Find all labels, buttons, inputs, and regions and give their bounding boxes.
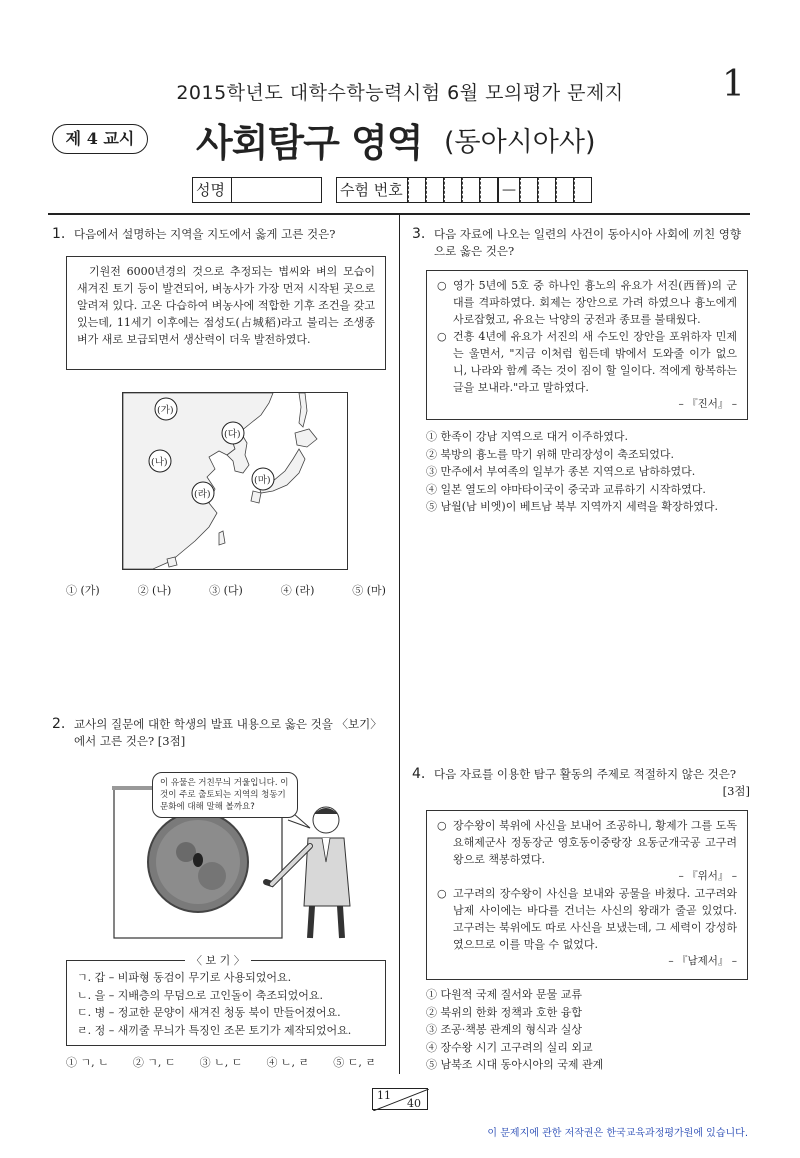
bogi-item: ㄷ. 병 – 정교한 문양이 새겨진 청동 북이 만들어졌어요.	[77, 1006, 341, 1019]
bogi-title: 〈 보 기 〉	[185, 952, 251, 968]
source-citation: – 『위서』 –	[678, 870, 737, 882]
page-number: 1	[722, 64, 745, 105]
q1-passage: 기원전 6000년경의 것으로 추정되는 볍씨와 벼의 모습이 새겨진 토기 등이 발견되어, 벼농사가 가장 먼저 시작된 곳으로 알려져 있다. 고온 다습하여 벼농사에 적합한 기후 조건을 갖고 있는데, 11세기 이후에는 점성도(占城稻)라고 불리는 조생종 벼가 새로 보급되면서 생산력이 더욱 발전하였다.	[66, 256, 386, 370]
option-4[interactable]: ④ (라)	[280, 584, 315, 597]
option-2[interactable]: ② 북위의 한화 정책과 호한 융합	[426, 1005, 582, 1019]
exam-number-digit[interactable]	[408, 177, 426, 203]
source-citation: – 『남제서』 –	[668, 955, 737, 967]
source-item: 장수왕이 북위에 사신을 보내어 조공하니, 황제가 그를 도독요해제군사 정동장군 영호동이중랑장 요동군개국공 고구려왕으로 책봉하였다.	[453, 819, 737, 866]
q2-bogi-box	[66, 954, 386, 1046]
bogi-item: ㄱ. 갑 – 비파형 동검이 무기로 사용되었어요.	[77, 971, 292, 984]
option-2[interactable]: ② (나)	[137, 584, 172, 597]
q2-illustration	[112, 766, 384, 942]
exam-title: 2015학년도 대학수학능력시험 6월 모의평가 문제지	[176, 82, 624, 104]
question-3	[412, 226, 750, 260]
question-number: 1.	[52, 226, 66, 242]
option-5[interactable]: ⑤ ㄷ, ㄹ	[333, 1056, 376, 1069]
source-item: 고구려의 장수왕이 사신을 보내와 공물을 바쳤다. 고구려와 남제 사이에는 바다를 건너는 사신의 왕래가 줄곧 있었다. 고구려는 북위에도 따로 사신을 보냈는데, 그 세력이 강성하였으므로 이를 막을 수 없었다.	[453, 887, 737, 951]
question-number: 2.	[52, 716, 66, 732]
option-2[interactable]: ② 북방의 흉노를 막기 위해 만리장성이 축조되었다.	[426, 447, 674, 461]
exam-number-digit[interactable]	[444, 177, 462, 203]
exam-number-digit[interactable]	[480, 177, 498, 203]
student-id-row	[192, 177, 592, 203]
page-total: 40	[407, 1097, 421, 1110]
subject-subtitle: (동아시아사)	[444, 127, 596, 158]
option-5[interactable]: ⑤ 남월(남 비엣)이 베트남 북부 지역까지 세력을 확장하였다.	[426, 500, 718, 513]
map-label-na: (나)	[151, 457, 168, 468]
question-text: 다음에서 설명하는 지역을 지도에서 옳게 고른 것은?	[74, 227, 336, 241]
map-label-ma: (마)	[254, 475, 271, 486]
option-1[interactable]: ① 한족이 강남 지역으로 대거 이주하였다.	[426, 430, 628, 443]
speech-bubble: 이 유물은 거친무늬 거울입니다. 이것이 주로 출토되는 지역의 청동기 문화에 대해 말해 볼까요?	[152, 772, 298, 818]
exam-number-label: 수험 번호	[336, 177, 408, 203]
option-5[interactable]: ⑤ 남북조 시대 동아시아의 국제 관계	[426, 1058, 604, 1071]
period-badge: 제 4 교시	[52, 124, 148, 154]
option-4[interactable]: ④ ㄴ, ㄹ	[266, 1056, 310, 1069]
option-4[interactable]: ④ 일본 열도의 야마타이국이 중국과 교류하기 시작하였다.	[426, 482, 706, 496]
question-number: 4.	[412, 766, 426, 782]
page-indicator	[372, 1088, 428, 1110]
q3-options	[426, 428, 750, 516]
page-current: 11	[377, 1089, 391, 1102]
exam-number-digit[interactable]	[574, 177, 592, 203]
q4-options	[426, 986, 750, 1074]
bogi-item: ㄴ. 을 – 지배층의 무덤으로 고인돌이 축조되었어요.	[77, 988, 323, 1002]
question-2	[52, 716, 392, 750]
copyright-notice: 이 문제지에 관한 저작권은 한국교육과정평가원에 있습니다.	[487, 1128, 748, 1139]
exam-number-dash: —	[498, 177, 520, 203]
column-divider	[399, 214, 400, 1074]
map-label-da: (다)	[224, 429, 241, 440]
question-text: 교사의 질문에 대한 학생의 발표 내용으로 옳은 것을 〈보기〉에서 고른 것은? [3점]	[74, 717, 382, 748]
q1-map	[122, 392, 348, 570]
option-1[interactable]: ① ㄱ, ㄴ	[66, 1056, 109, 1069]
question-points: [3점]	[722, 784, 750, 798]
option-5[interactable]: ⑤ (마)	[352, 584, 386, 597]
source-citation: – 『진서』 –	[678, 398, 737, 410]
option-3[interactable]: ③ 만주에서 부여족의 일부가 종본 지역으로 남하하였다.	[426, 465, 696, 478]
source-item: 건흥 4년에 유요가 서진의 새 수도인 장안을 포위하자 민제는 울면서, "지금 이처럼 힘든데 밖에서 도와줄 이가 없으니, 나라와 함께 죽는 것이 짐이 할 일이다. 적에게 항복하는 글을 보내라."라고 말하였다.	[453, 330, 737, 394]
q3-source-box: ○ 영가 5년에 5호 중 하나인 흉노의 유요가 서진(西晉)의 군대를 격파하였다. 회제는 장안으로 가려 하였으나 흉노에게 사로잡혔고, 유요는 낙양의 궁전과 종묘를 불태웠다. ○ 건흥 4년에 유요가 서진의 새 수도인 장안을 포위하자 민제는 울면서, "지금 이처럼 힘든데 밖에서 도와줄 이가 없으니, 나라와 함께 죽는 것이 짐이 할 일이다. 적에게 항복하는 글을 보내라."라고 말하였다. – 『진서』 –	[426, 270, 748, 420]
name-label: 성명	[192, 177, 232, 203]
option-3[interactable]: ③ 조공·책봉 관계의 형식과 실상	[426, 1023, 582, 1036]
source-item: 영가 5년에 5호 중 하나인 흉노의 유요가 서진(西晉)의 군대를 격파하였다. 회제는 장안으로 가려 하였으나 흉노에게 사로잡혔고, 유요는 낙양의 궁전과 종묘를 불태웠다.	[453, 279, 737, 326]
map-label-ga: (가)	[157, 405, 174, 416]
option-1[interactable]: ① (가)	[66, 584, 100, 597]
question-text: 다음 자료를 이용한 탐구 활동의 주제로 적절하지 않은 것은?	[434, 767, 737, 781]
question-1	[52, 226, 392, 243]
question-4	[412, 766, 750, 800]
exam-number-digit[interactable]	[462, 177, 480, 203]
bogi-item: ㄹ. 정 – 새끼줄 무늬가 특징인 조몬 토기가 제작되었어요.	[77, 1023, 352, 1037]
subject-title: 사회탐구 영역	[196, 121, 423, 165]
q4-source-box: ○ 장수왕이 북위에 사신을 보내어 조공하니, 황제가 그를 도독요해제군사 정동장군 영호동이중랑장 요동군개국공 고구려왕으로 책봉하였다. – 『위서』 – ○ 고구려의 장수왕이 사신을 보내와 공물을 바쳤다. 고구려와 남제 사이에는 바다를 건너는 사신의 왕래가 줄곧 있었다. 고구려는 북위에도 따로 사신을 보냈는데, 그 세력이 강성하였으므로 이를 막을 수 없었다. – 『남제서』 –	[426, 810, 748, 980]
option-3[interactable]: ③ ㄴ, ㄷ	[199, 1056, 243, 1069]
q2-options	[66, 1054, 376, 1072]
exam-number-digit[interactable]	[426, 177, 444, 203]
q1-options	[66, 582, 386, 600]
option-1[interactable]: ① 다원적 국제 질서와 문물 교류	[426, 988, 582, 1001]
name-field[interactable]	[232, 177, 322, 203]
exam-number-digit[interactable]	[520, 177, 538, 203]
exam-number-digit[interactable]	[556, 177, 574, 203]
exam-number-digit[interactable]	[538, 177, 556, 203]
map-label-ra: (라)	[194, 489, 211, 500]
option-3[interactable]: ③ (다)	[209, 584, 243, 597]
option-4[interactable]: ④ 장수왕 시기 고구려의 실리 외교	[426, 1040, 593, 1054]
question-text: 다음 자료에 나오는 일련의 사건이 동아시아 사회에 끼친 영향으로 옳은 것은?	[434, 227, 741, 258]
question-number: 3.	[412, 226, 426, 242]
east-asia-map	[123, 393, 347, 569]
option-2[interactable]: ② ㄱ, ㄷ	[132, 1056, 176, 1069]
